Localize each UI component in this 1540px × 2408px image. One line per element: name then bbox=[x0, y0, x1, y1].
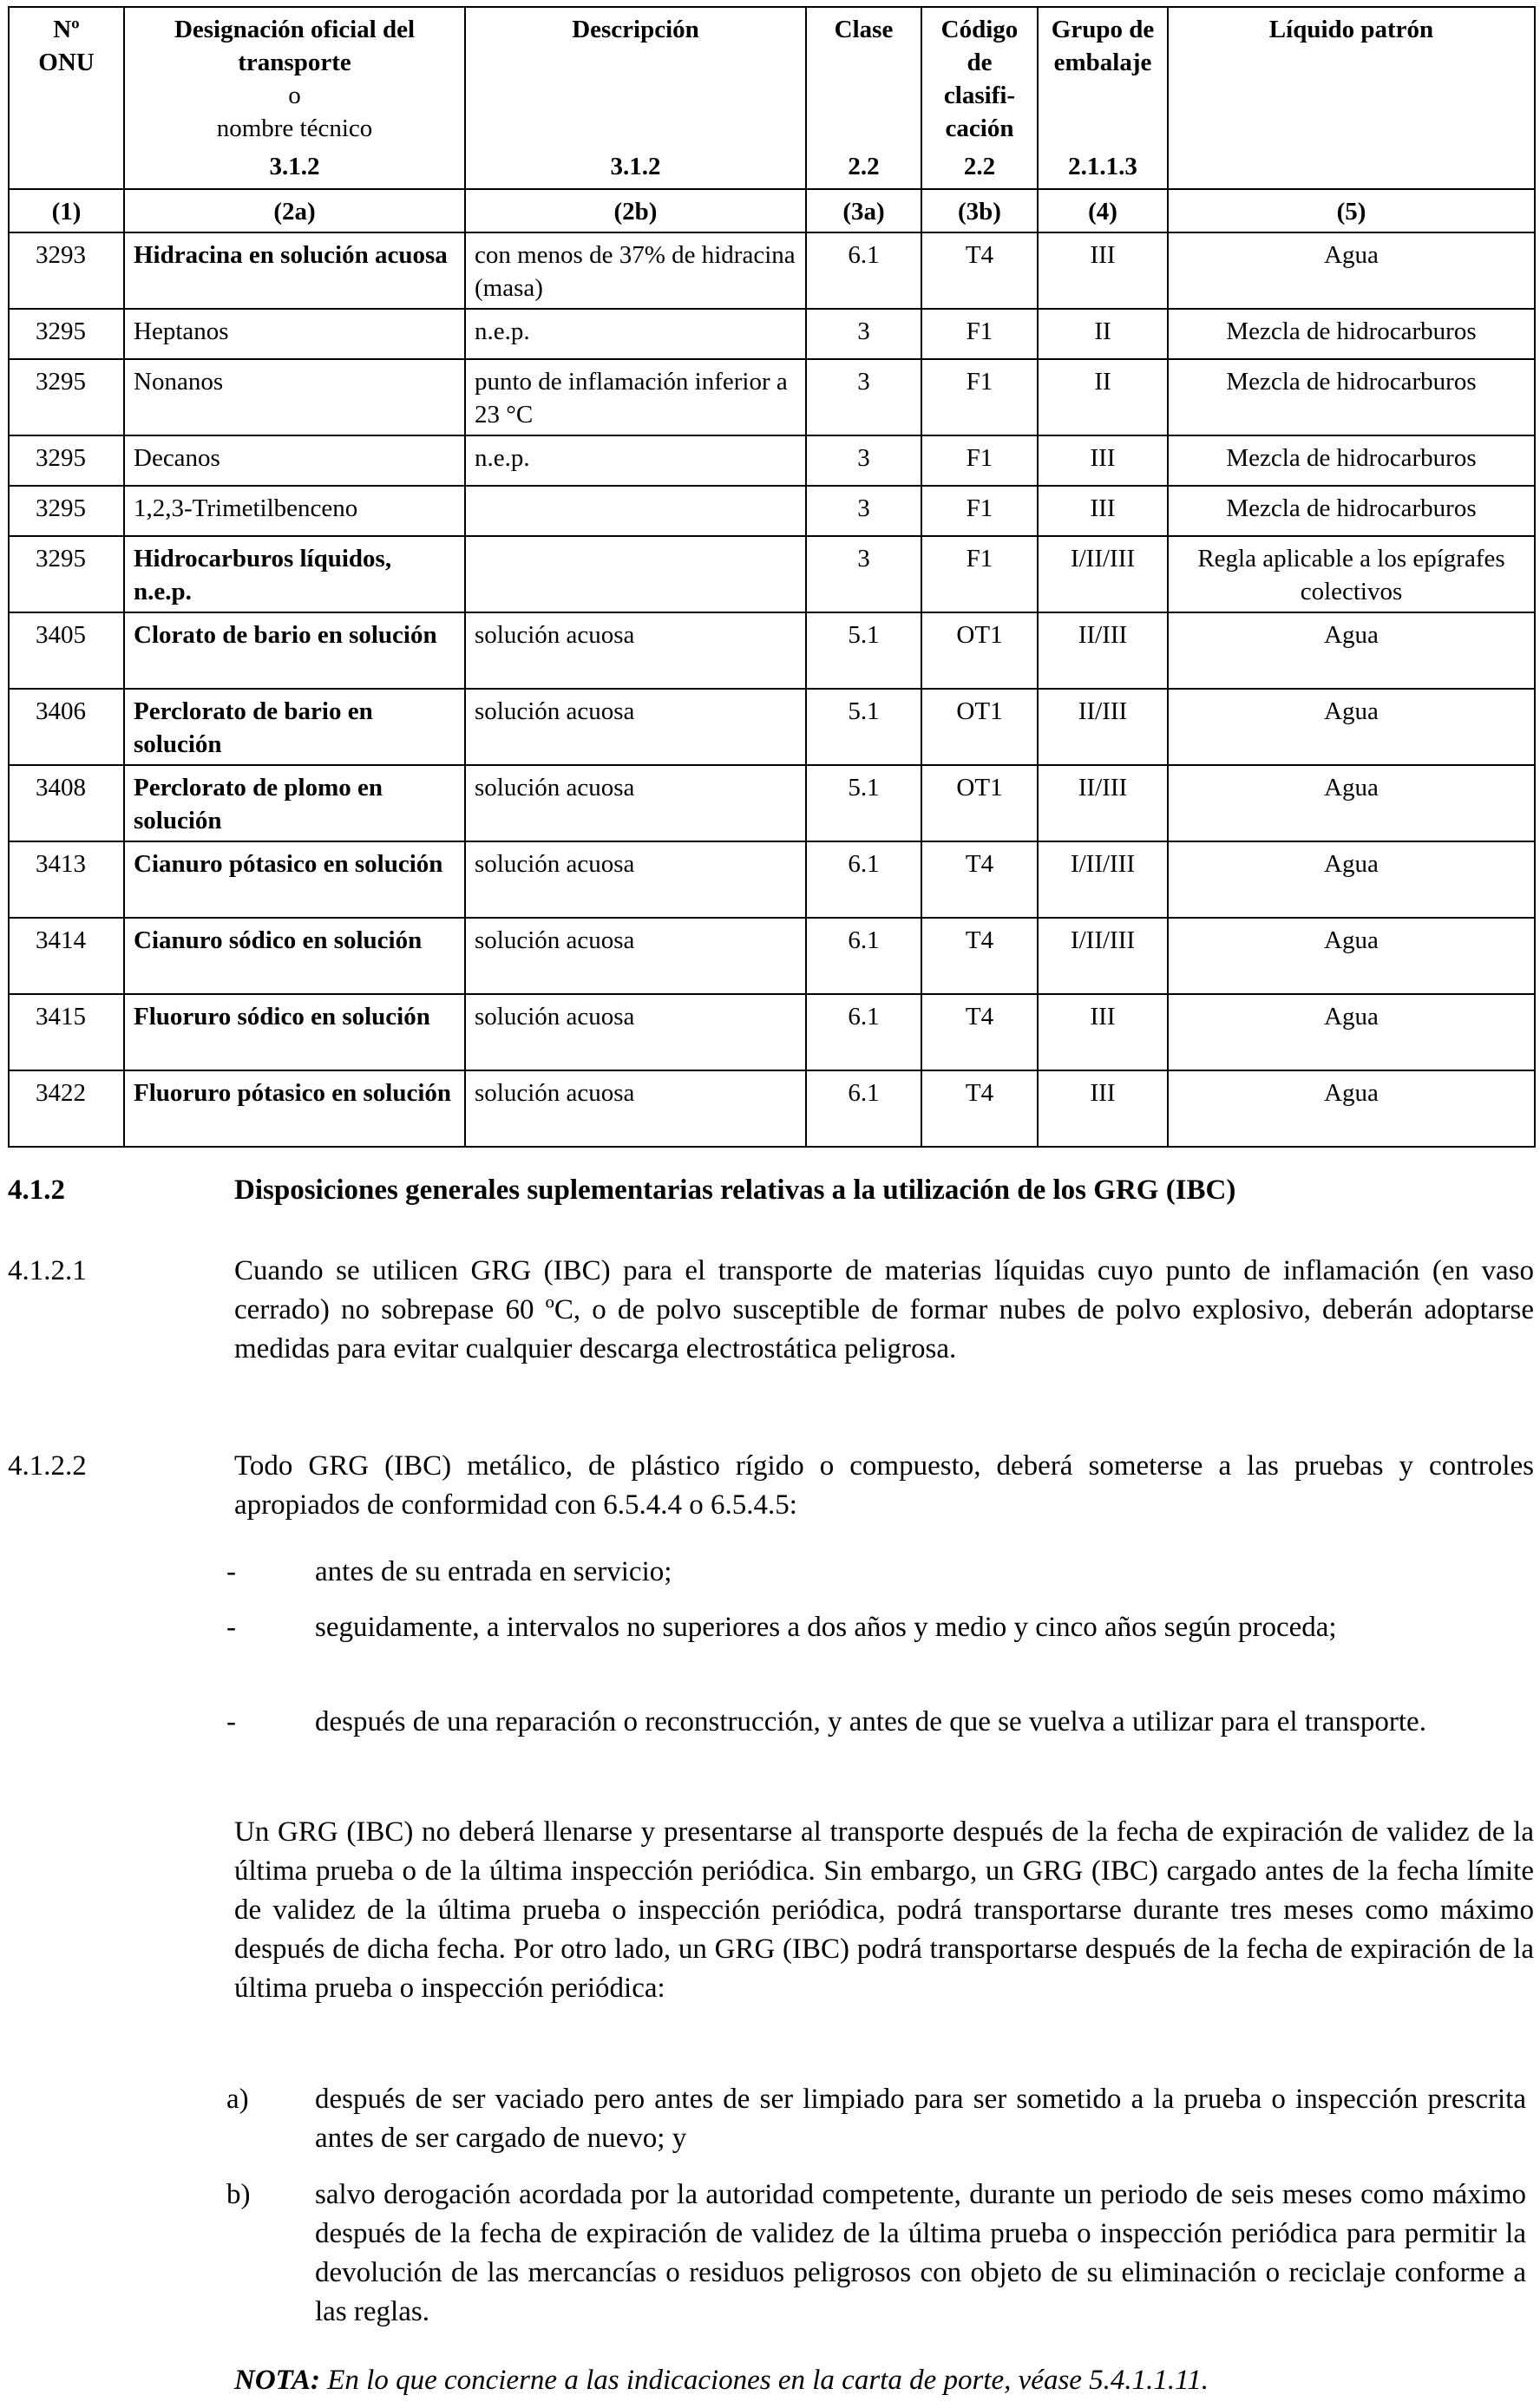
cell-class: 6.1 bbox=[806, 841, 921, 918]
cell-class: 6.1 bbox=[806, 232, 921, 309]
cell-standard-liquid: Agua bbox=[1168, 765, 1535, 841]
paragraph-4-1-2-2 bbox=[8, 1447, 1534, 1525]
cell-description bbox=[465, 486, 806, 536]
cell-class: 3 bbox=[806, 536, 921, 612]
col-number: (1) bbox=[9, 189, 124, 232]
list-marker: a) bbox=[226, 2084, 249, 2115]
col-number: (2a) bbox=[124, 189, 465, 232]
cell-official-name: Decanos bbox=[124, 435, 465, 486]
table-row bbox=[9, 309, 1535, 359]
cell-classification-code: OT1 bbox=[921, 765, 1038, 841]
cell-class: 5.1 bbox=[806, 689, 921, 765]
cell-description: solución acuosa bbox=[465, 918, 806, 994]
cell-un-number: 3406 bbox=[9, 689, 124, 765]
cell-description: con menos de 37% de hidracina (masa) bbox=[465, 232, 806, 309]
cell-standard-liquid: Agua bbox=[1168, 232, 1535, 309]
table-row bbox=[9, 918, 1535, 994]
list-marker: - bbox=[226, 1706, 236, 1737]
dangerous-goods-table bbox=[8, 6, 1536, 1148]
cell-standard-liquid: Mezcla de hidrocarburos bbox=[1168, 435, 1535, 486]
header-class: Clase 2.2 bbox=[806, 7, 921, 189]
list-item bbox=[226, 2080, 1526, 2158]
cell-standard-liquid: Regla aplicable a los epígrafes colectivos bbox=[1168, 536, 1535, 612]
table-row bbox=[9, 689, 1535, 765]
cell-un-number: 3295 bbox=[9, 309, 124, 359]
cell-standard-liquid: Agua bbox=[1168, 1070, 1535, 1147]
cell-description: solución acuosa bbox=[465, 765, 806, 841]
cell-un-number: 3293 bbox=[9, 232, 124, 309]
cell-un-number: 3295 bbox=[9, 359, 124, 435]
cell-official-name: Cianuro sódico en solución bbox=[124, 918, 465, 994]
cell-packing-group: III bbox=[1038, 435, 1168, 486]
cell-description: solución acuosa bbox=[465, 994, 806, 1070]
cell-classification-code: T4 bbox=[921, 994, 1038, 1070]
table-row bbox=[9, 536, 1535, 612]
table-row bbox=[9, 765, 1535, 841]
table-row bbox=[9, 359, 1535, 435]
cell-class: 3 bbox=[806, 309, 921, 359]
cell-official-name: Fluoruro pótasico en solución bbox=[124, 1070, 465, 1147]
cell-packing-group: III bbox=[1038, 232, 1168, 309]
cell-official-name: Nonanos bbox=[124, 359, 465, 435]
table-row bbox=[9, 1070, 1535, 1147]
cell-description: solución acuosa bbox=[465, 841, 806, 918]
cell-standard-liquid: Agua bbox=[1168, 689, 1535, 765]
cell-packing-group: I/II/III bbox=[1038, 536, 1168, 612]
cell-class: 3 bbox=[806, 435, 921, 486]
cell-description bbox=[465, 536, 806, 612]
table-body bbox=[9, 232, 1535, 1147]
cell-packing-group: II/III bbox=[1038, 765, 1168, 841]
cell-standard-liquid: Mezcla de hidrocarburos bbox=[1168, 359, 1535, 435]
cell-un-number: 3295 bbox=[9, 536, 124, 612]
cell-un-number: 3405 bbox=[9, 612, 124, 689]
cell-packing-group: II/III bbox=[1038, 612, 1168, 689]
header-standard-liquid: Líquido patrón bbox=[1168, 7, 1535, 189]
cell-description: n.e.p. bbox=[465, 309, 806, 359]
table-row bbox=[9, 435, 1535, 486]
cell-description: solución acuosa bbox=[465, 612, 806, 689]
cell-packing-group: III bbox=[1038, 486, 1168, 536]
note bbox=[234, 2361, 1534, 2400]
col-number: (3b) bbox=[921, 189, 1038, 232]
note-label: NOTA: bbox=[234, 2365, 320, 2396]
cell-classification-code: F1 bbox=[921, 359, 1038, 435]
list-item-text: seguidamente, a intervalos no superiores a dos años y medio y cinco años según proceda; bbox=[315, 1612, 1337, 1643]
table-header-row bbox=[9, 7, 1535, 189]
cell-packing-group: II bbox=[1038, 359, 1168, 435]
cell-classification-code: F1 bbox=[921, 486, 1038, 536]
list-marker: b) bbox=[226, 2179, 251, 2210]
table-row bbox=[9, 232, 1535, 309]
cell-standard-liquid: Agua bbox=[1168, 918, 1535, 994]
cell-un-number: 3422 bbox=[9, 1070, 124, 1147]
cell-official-name: 1,2,3-Trimetilbenceno bbox=[124, 486, 465, 536]
cell-classification-code: T4 bbox=[921, 1070, 1038, 1147]
cell-class: 5.1 bbox=[806, 765, 921, 841]
cell-official-name: Perclorato de plomo en solución bbox=[124, 765, 465, 841]
cell-class: 6.1 bbox=[806, 994, 921, 1070]
cell-packing-group: I/II/III bbox=[1038, 918, 1168, 994]
cell-packing-group: II/III bbox=[1038, 689, 1168, 765]
cell-un-number: 3415 bbox=[9, 994, 124, 1070]
cell-official-name: Clorato de bario en solución bbox=[124, 612, 465, 689]
cell-un-number: 3295 bbox=[9, 486, 124, 536]
section-number: 4.1.2 bbox=[8, 1175, 65, 1206]
table-row bbox=[9, 841, 1535, 918]
cell-class: 5.1 bbox=[806, 612, 921, 689]
cell-standard-liquid: Agua bbox=[1168, 994, 1535, 1070]
cell-classification-code: F1 bbox=[921, 435, 1038, 486]
cell-classification-code: OT1 bbox=[921, 612, 1038, 689]
cell-classification-code: T4 bbox=[921, 232, 1038, 309]
table-row bbox=[9, 994, 1535, 1070]
paragraph-number: 4.1.2.2 bbox=[8, 1450, 87, 1482]
list-item-text: salvo derogación acordada por la autoridad competente, durante un periodo de seis meses como máximo después de la fecha de expiración de validez de la última prueba o inspección periódica para permitir la devolución de las mercancías o residuos peligrosos con objeto de su eliminación o reciclaje conforme a las reglas. bbox=[315, 2179, 1526, 2327]
list-item bbox=[226, 1703, 1526, 1742]
cell-class: 6.1 bbox=[806, 918, 921, 994]
list-item-text: después de ser vaciado pero antes de ser limpiado para ser sometido a la prueba o inspección prescrita antes de ser cargado de nuevo; y bbox=[315, 2084, 1526, 2154]
cell-official-name: Hidracina en solución acuosa bbox=[124, 232, 465, 309]
cell-official-name: Cianuro pótasico en solución bbox=[124, 841, 465, 918]
list-item bbox=[226, 1553, 1526, 1592]
paragraph-text: Todo GRG (IBC) metálico, de plástico rígido o compuesto, deberá someterse a las pruebas y controles apropiados de conformidad con 6.5.4.4 o 6.5.4.5: bbox=[234, 1450, 1534, 1521]
cell-description: solución acuosa bbox=[465, 1070, 806, 1147]
list-marker: - bbox=[226, 1612, 236, 1643]
list-item bbox=[226, 1608, 1526, 1647]
section-title: Disposiciones generales suplementarias relativas a la utilización de los GRG (IBC) bbox=[234, 1175, 1236, 1206]
cell-un-number: 3413 bbox=[9, 841, 124, 918]
header-official-name: Designación oficial del transporte o nombre técnico 3.1.2 bbox=[124, 7, 465, 189]
header-description: Descripción 3.1.2 bbox=[465, 7, 806, 189]
cell-standard-liquid: Agua bbox=[1168, 612, 1535, 689]
cell-classification-code: OT1 bbox=[921, 689, 1038, 765]
cell-classification-code: T4 bbox=[921, 918, 1038, 994]
col-number: (5) bbox=[1168, 189, 1535, 232]
list-item-text: después de una reparación o reconstrucción, y antes de que se vuelva a utilizar para el transporte. bbox=[315, 1706, 1426, 1737]
cell-class: 3 bbox=[806, 486, 921, 536]
col-number: (4) bbox=[1038, 189, 1168, 232]
paragraph-4-1-2-1 bbox=[8, 1252, 1534, 1369]
expiry-paragraph: Un GRG (IBC) no deberá llenarse y presentarse al transporte después de la fecha de expiración de validez de la última prueba o de la última inspección periódica. Sin embargo, un GRG (IBC) cargado antes de la fecha límite de validez de la última prueba o inspección periódica, podrá transportarse durante tres meses como máximo después de dicha fecha. Por otro lado, un GRG (IBC) podrá transportarse después de la fecha de expiración de la última prueba o inspección periódica: bbox=[234, 1816, 1534, 2004]
cell-classification-code: T4 bbox=[921, 841, 1038, 918]
cell-classification-code: F1 bbox=[921, 309, 1038, 359]
header-un-number: Nº ONU bbox=[9, 7, 124, 189]
cell-packing-group: III bbox=[1038, 994, 1168, 1070]
cell-official-name: Fluoruro sódico en solución bbox=[124, 994, 465, 1070]
cell-class: 3 bbox=[806, 359, 921, 435]
note-text: En lo que concierne a las indicaciones en la carta de porte, véase 5.4.1.1.11. bbox=[327, 2365, 1209, 2396]
cell-official-name: Perclorato de bario en solución bbox=[124, 689, 465, 765]
column-number-row bbox=[9, 189, 1535, 232]
cell-un-number: 3414 bbox=[9, 918, 124, 994]
paragraph-text: Cuando se utilicen GRG (IBC) para el transporte de materias líquidas cuyo punto de inflamación (en vaso cerrado) no sobrepase 60 ºC, o de polvo susceptible de formar nubes de polvo explosivo, deberán adoptarse medidas para evitar cualquier descarga electrostática peligrosa. bbox=[234, 1255, 1534, 1364]
cell-description: n.e.p. bbox=[465, 435, 806, 486]
list-item-text: antes de su entrada en servicio; bbox=[315, 1556, 672, 1587]
cell-un-number: 3408 bbox=[9, 765, 124, 841]
cell-standard-liquid: Mezcla de hidrocarburos bbox=[1168, 486, 1535, 536]
cell-class: 6.1 bbox=[806, 1070, 921, 1147]
paragraph-number: 4.1.2.1 bbox=[8, 1255, 87, 1286]
cell-official-name: Heptanos bbox=[124, 309, 465, 359]
cell-packing-group: III bbox=[1038, 1070, 1168, 1147]
list-marker: - bbox=[226, 1556, 236, 1587]
cell-packing-group: I/II/III bbox=[1038, 841, 1168, 918]
section-heading bbox=[8, 1171, 1534, 1210]
cell-description: punto de inflamación inferior a 23 °C bbox=[465, 359, 806, 435]
col-number: (2b) bbox=[465, 189, 806, 232]
cell-standard-liquid: Mezcla de hidrocarburos bbox=[1168, 309, 1535, 359]
header-classification-code: Código de clasifi-cación 2.2 bbox=[921, 7, 1038, 189]
cell-standard-liquid: Agua bbox=[1168, 841, 1535, 918]
cell-official-name: Hidrocarburos líquidos, n.e.p. bbox=[124, 536, 465, 612]
col-number: (3a) bbox=[806, 189, 921, 232]
cell-packing-group: II bbox=[1038, 309, 1168, 359]
cell-classification-code: F1 bbox=[921, 536, 1038, 612]
list-item bbox=[226, 2176, 1526, 2332]
table-row bbox=[9, 486, 1535, 536]
header-packing-group: Grupo de embalaje 2.1.1.3 bbox=[1038, 7, 1168, 189]
cell-description: solución acuosa bbox=[465, 689, 806, 765]
table-row bbox=[9, 612, 1535, 689]
cell-un-number: 3295 bbox=[9, 435, 124, 486]
